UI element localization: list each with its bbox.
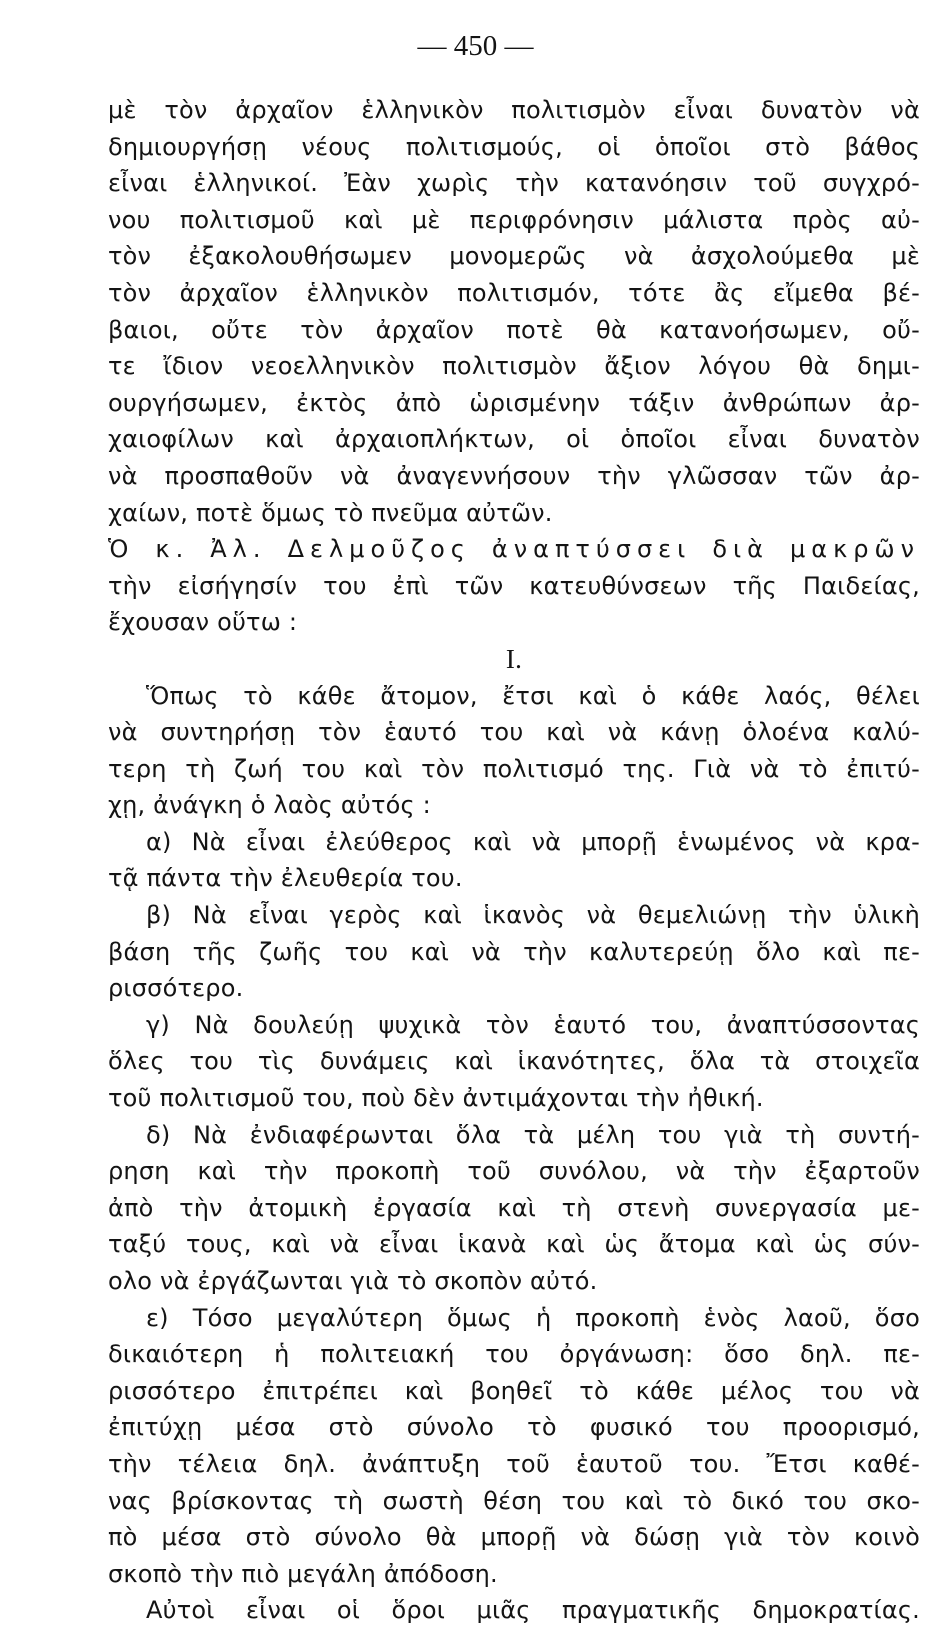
page-number: — 450 — bbox=[417, 30, 534, 62]
text-line: χαίων, ποτὲ ὅμως τὸ πνεῦμα αὐτῶν. bbox=[108, 498, 553, 527]
text-line: Αὐτοὶ εἶναι οἱ ὅροι μιᾶς πραγματικῆς δημοκρατίας. bbox=[146, 1596, 920, 1625]
text-line: ἀπὸ τὴν ἀτομικὴ ἐργασία καὶ τὴ στενὴ συνεργασία με- bbox=[108, 1193, 920, 1222]
text-line: τὴν τέλεια δηλ. ἀνάπτυξη τοῦ ἑαυτοῦ του. Ἔτσι καθέ- bbox=[108, 1449, 920, 1478]
text-line: βαιοι, οὔτε τὸν ἀρχαῖον ποτὲ θὰ κατανοήσωμεν, οὔ- bbox=[108, 315, 920, 344]
text-line: ολο νὰ ἐργάζωνται γιὰ τὸ σκοπὸν αὐτό. bbox=[108, 1267, 598, 1295]
text-line: β) Νὰ εἶναι γερὸς καὶ ἱκανὸς νὰ θεμελιώνῃ τὴν ὑλικὴ bbox=[146, 901, 920, 930]
text-line: ε) Τόσο μεγαλύτερη ὅμως ἡ προκοπὴ ἑνὸς λαοῦ, ὅσο bbox=[146, 1303, 920, 1332]
text-line: τὴν εἰσήγησίν του ἐπὶ τῶν κατευθύνσεων τῆς Παιδείας, bbox=[108, 571, 920, 600]
body-text bbox=[108, 92, 920, 1629]
text-line: εἶναι ἑλληνικοί. Ἐὰν χωρὶς τὴν κατανόησιν τοῦ συγχρό- bbox=[108, 169, 920, 198]
text-line: τερη τὴ ζωή του καὶ τὸν πολιτισμό της. Γιὰ νὰ τὸ ἐπιτύ- bbox=[108, 754, 920, 783]
text-line: τᾷ πάντα τὴν ἐλευθερία του. bbox=[108, 864, 463, 893]
section-heading: I. bbox=[505, 643, 523, 674]
text-line: τε ἴδιον νεοελληνικὸν πολιτισμὸν ἄξιον λόγου θὰ δημι- bbox=[108, 352, 920, 381]
text-line: ρηση καὶ τὴν προκοπὴ τοῦ συνόλου, νὰ τὴν ἐξαρτοῦν bbox=[108, 1157, 920, 1186]
text-line: ἔχουσαν οὕτω : bbox=[108, 608, 298, 637]
text-line: ἐπιτύχῃ μέσα στὸ σύνολο τὸ φυσικό του προορισμό, bbox=[108, 1413, 920, 1442]
text-line: Ὅπως τὸ κάθε ἄτομον, ἔτσι καὶ ὁ κάθε λαός, θέλει bbox=[146, 681, 920, 710]
text-line: ὅλες του τὶς δυνάμεις καὶ ἱκανότητες, ὅλα τὰ στοιχεῖα bbox=[108, 1047, 920, 1076]
text-line: νου πολιτισμοῦ καὶ μὲ περιφρόνησιν μάλιστα πρὸς αὐ- bbox=[108, 205, 920, 234]
text-line: α) Νὰ εἶναι ἐλεύθερος καὶ νὰ μπορῇ ἑνωμένος νὰ κρα- bbox=[146, 827, 920, 856]
text-line: Ὁ κ. Ἀλ. Δελμοῦζος ἀναπτύσσει διὰ μακρῶν bbox=[108, 535, 920, 564]
text-line: πὸ μέσα στὸ σύνολο θὰ μπορῇ νὰ δώσῃ γιὰ τὸν κοινὸ bbox=[108, 1523, 920, 1552]
text-line: χαιοφίλων καὶ ἀρχαιοπλήκτων, οἱ ὁποῖοι εἶναι δυνατὸν bbox=[108, 425, 920, 454]
text-line: χῃ, ἀνάγκη ὁ λαὸς αὐτός : bbox=[108, 791, 431, 820]
text-line: νὰ συντηρήσῃ τὸν ἑαυτό του καὶ νὰ κάνῃ ὁλοένα καλύ- bbox=[108, 718, 920, 747]
text-line: ρισσότερο. bbox=[108, 974, 244, 1003]
text-line: ουργήσωμεν, ἐκτὸς ἀπὸ ὡρισμένην τάξιν ἀνθρώπων ἀρ- bbox=[108, 388, 920, 417]
text-line: βάση τῆς ζωῆς του καὶ νὰ τὴν καλυτερεύῃ ὅλο καὶ πε- bbox=[108, 937, 920, 966]
text-line: δικαιότερη ἡ πολιτειακή του ὀργάνωση: ὅσο δηλ. πε- bbox=[108, 1340, 920, 1369]
text-line: ρισσότερο ἐπιτρέπει καὶ βοηθεῖ τὸ κάθε μέλος του νὰ bbox=[108, 1376, 920, 1405]
text-line: σκοπὸ τὴν πιὸ μεγάλη ἀπόδοση. bbox=[108, 1559, 498, 1588]
text-line: τὸν ἐξακολουθήσωμεν μονομερῶς νὰ ἀσχολούμεθα μὲ bbox=[108, 242, 920, 271]
text-line: τὸν ἀρχαῖον ἑλληνικὸν πολιτισμόν, τότε ἂς εἴμεθα βέ- bbox=[108, 278, 920, 307]
text-line: γ) Νὰ δουλεύῃ ψυχικὰ τὸν ἑαυτό του, ἀναπτύσσοντας bbox=[146, 1010, 920, 1039]
text-line: μὲ τὸν ἀρχαῖον ἑλληνικὸν πολιτισμὸν εἶναι δυνατὸν νὰ bbox=[108, 96, 920, 124]
text-line: δ) Νὰ ἐνδιαφέρωνται ὅλα τὰ μέλη του γιὰ τὴ συντή- bbox=[146, 1120, 920, 1149]
text-line: νὰ προσπαθοῦν νὰ ἀναγεννήσουν τὴν γλῶσσαν τῶν ἀρ- bbox=[108, 461, 920, 490]
text-line: ταξύ τους, καὶ νὰ εἶναι ἱκανὰ καὶ ὡς ἄτομα καὶ ὡς σύν- bbox=[108, 1230, 920, 1259]
text-line: τοῦ πολιτισμοῦ του, ποὺ δὲν ἀντιμάχονται τὴν ἠθική. bbox=[108, 1084, 764, 1113]
text-line: νας βρίσκοντας τὴ σωστὴ θέση του καὶ τὸ δικό του σκο- bbox=[108, 1486, 920, 1515]
text-line: δημιουργήσῃ νέους πολιτισμούς, οἱ ὁποῖοι στὸ βάθος bbox=[108, 132, 920, 161]
